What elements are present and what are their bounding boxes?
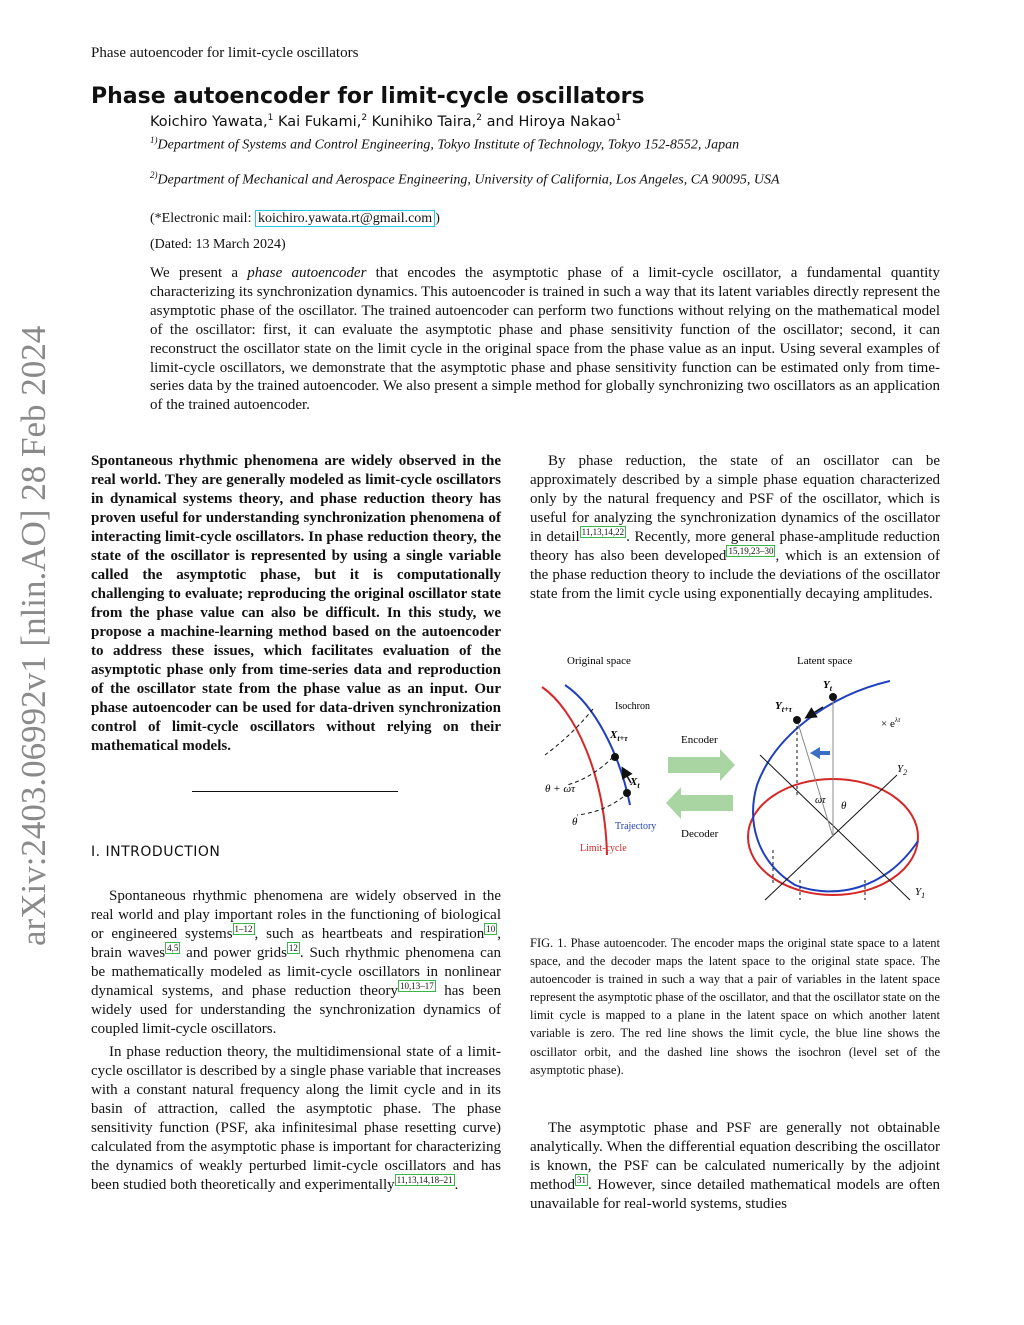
citation-link[interactable]: 12	[288, 943, 298, 953]
author: Koichiro Yawata,	[150, 113, 268, 130]
label-trajectory: Trajectory	[615, 821, 657, 832]
citation-link[interactable]: 11,13,14,18–21	[396, 1175, 453, 1185]
affiliation-mark: 2	[476, 113, 483, 123]
label-omega-tau: ωτ	[815, 795, 826, 806]
label-original-space: Original space	[567, 655, 631, 667]
citation-link[interactable]: 4,5	[167, 943, 179, 953]
latent-flow-arrow	[807, 707, 823, 717]
citation-link[interactable]: 10,13–17	[399, 981, 434, 991]
abstract-emphasis: phase autoencoder	[247, 265, 367, 281]
citation-link[interactable]: 1–12	[234, 924, 253, 934]
affiliation-mark: 1	[267, 113, 274, 123]
bold-introduction: Spontaneous rhythmic phenomena are widely observed in the real world. They are generally modeled as limit-cycle oscillators in dynamical systems theory, and phase reduction theory has proven useful for understanding synchronization phenomena of interacting limit-cycle oscillators. In phase reduction theory, the state of the oscillator is represented by using a single variable called the asymptotic phase, but it is computationally challenging to evaluate; reproducing the original oscillator state from the phase value can also be difficult. In this study, we propose a machine-learning method based on the autoencoder to address these issues, which facilitates evaluation of the asymptotic phase only from time-series data and reproduction of the oscillator state from the phase value as an input. Our phase autoencoder can be used for data-driven synchronization control of limit-cycle oscillators without relying on their mathematical models.	[91, 453, 501, 754]
encoder-arrow	[668, 749, 735, 781]
abstract-text: that encodes the asymptotic phase of a limit-cycle oscillator, a fundamental quantity characterizing its synchronization dynamics. This autoencoder is trained in such a way that its latent variables directly represent the asymptotic phase of the oscillator. The trained autoencoder can perform two functions without relying on the mathematical model of the oscillator: first, it can evaluate the asymptotic phase and phase sensitivity function of the oscillator; second, it can reconstruct the oscillator state on the limit cycle in the original space from the phase value as an input. Using several examples of limit-cycle oscillators, we demonstrate that the asymptotic phase and phase sensitivity function can be estimated only from time-series data by the trained autoencoder. We also present a simple method for globally synchronizing two oscillators as an application of the trained autoencoder.	[150, 265, 940, 414]
label-y2: $Y_2$	[897, 763, 908, 777]
author-list	[150, 113, 621, 130]
latent-trajectory	[753, 681, 918, 891]
state-point	[611, 753, 619, 761]
label-limit-cycle: Limit-cycle	[580, 843, 627, 854]
latent-point	[829, 693, 837, 701]
label-encoder: Encoder	[681, 734, 718, 746]
email-prefix: (*Electronic mail:	[150, 211, 255, 226]
intro-paragraph-2: In phase reduction theory, the multidimensional state of a limit-cycle oscillator is described by a single phase variable that increases with a constant natural frequency along the limit cycle and in its basin of attraction, called the asymptotic phase. The phase sensitivity function (PSF, aka infinitesimal phase resetting curve) calculated from the asymptotic phase is important for characterizing the dynamics of weakly perturbed limit-cycle oscillators and has been studied both theoretically and experimentally $^{11,13,14,18-21}$ .	[91, 1044, 501, 1193]
right-paragraph-1: By phase reduction, the state of an oscillator can be approximately described by a simple phase equation characterized only by the natural frequency and PSF of the oscillator, which is useful for analyzing the synchronization dynamics of the oscillator in detail $^{11,13,14,22}$ . Recently, more general phase-amplitude reduction theory has also been developed $^{15,19,23-30}$ , which is an extension of the phase reduction theory to include the deviations of the oscillator state from the limit cycle using exponentially decaying amplitudes.	[530, 453, 940, 602]
affiliation-mark: 1	[615, 113, 622, 123]
affiliation-text: Department of Mechanical and Aerospace Engineering, University of California, Los Angeles, CA 90095, USA	[157, 172, 780, 188]
axis-y1	[760, 755, 910, 900]
author: Kunihiko Taira,	[371, 113, 477, 130]
figure-1	[535, 645, 945, 920]
right-paragraph-2: The asymptotic phase and PSF are generally not obtainable analytically. When the differential equation describing the oscillator is known, the PSF can be calculated numerically by the adjoint method $^{31}$ . However, since detailed mathematical models are often unavailable for real-world systems, studies	[530, 1120, 940, 1212]
affiliation-2	[150, 167, 830, 189]
arxiv-sidebar-id: arXiv:2403.06992v1 [nlin.AO] 28 Feb 2024	[14, 325, 53, 946]
label-theta: θ	[572, 816, 578, 828]
date-line: (Dated: 13 March 2024)	[150, 237, 286, 252]
label-theta-omega-tau: θ + ωτ	[545, 783, 576, 795]
citation-link[interactable]: 11,13,14,22	[581, 527, 625, 537]
label-latent-space: Latent space	[797, 655, 853, 667]
intro-paragraph-1: Spontaneous rhythmic phenomena are widely observed in the real world and play important roles in the functioning of biological or engineered systems $^{1-12}$ , such as heartbeats and respiration $^{10}$ , brain waves $^{4,5}$ and power grids $^{12}$ . Such rhythmic phenomena can be mathematically modeled as limit-cycle oscillators in nonlinear dynamical systems, and phase reduction theory $^{10,13-17}$ has been widely used for understanding the synchronization dynamics of coupled limit-cycle oscillators.	[91, 888, 502, 1037]
label-y1: $Y_1$	[915, 886, 926, 900]
decoder-arrow	[666, 787, 733, 819]
citation-link[interactable]: 10	[486, 924, 496, 934]
label-y-t-tau: $Y_{t+\tau}$	[775, 700, 793, 714]
decay-arrow	[810, 747, 830, 759]
affiliation-mark: 2	[361, 113, 368, 123]
citation-link[interactable]: 15,19,23–30	[728, 546, 774, 556]
email-suffix: )	[435, 211, 440, 226]
figure-caption: FIG. 1. Phase autoencoder. The encoder maps the original state space to a latent space, and the decoder maps the latent space to the original state space. The autoencoder is trained in such a way that a pair of variables in the latent space represent the asymptotic phase of the oscillator, and that the oscillator state on the limit cycle is mapped to a plane in the latent space on which another latent variable is zero. The red line shows the limit cycle, the blue line shows the oscillator orbit, and the dashed line shows the isochron (level set of the asymptotic phase).	[530, 936, 940, 1077]
section-heading: I. INTRODUCTION	[91, 844, 221, 860]
latent-point	[793, 716, 801, 724]
state-point	[623, 789, 631, 797]
author: and Hiroya Nakao	[486, 113, 616, 130]
abstract	[150, 264, 940, 415]
label-theta-latent: θ	[841, 800, 847, 812]
affiliation-1	[150, 132, 830, 154]
separator-rule	[192, 791, 398, 792]
running-head: Phase autoencoder for limit-cycle oscillators	[91, 45, 359, 61]
email-link[interactable]: koichiro.yawata.rt@gmail.com	[255, 210, 435, 227]
label-isochron: Isochron	[615, 701, 650, 712]
abstract-text: We present a	[150, 265, 248, 281]
affiliation-text: Department of Systems and Control Engineering, Tokyo Institute of Technology, Tokyo 152-8552, Japan	[157, 137, 740, 153]
author: Kai Fukami,	[278, 113, 362, 130]
paper-title: Phase autoencoder for limit-cycle oscillators	[91, 84, 645, 109]
citation-link[interactable]: 31	[577, 1175, 586, 1185]
label-x-t-tau: $X_{t+\tau}$	[610, 729, 628, 743]
label-decoder: Decoder	[681, 828, 719, 840]
isochron-line	[577, 797, 623, 815]
axis-y2	[765, 775, 897, 900]
label-decay: × $e^{\lambda\tau}$	[881, 716, 901, 730]
label-x-t: $X_t$	[630, 776, 640, 790]
affiliation-mark: 1)	[150, 135, 158, 145]
email-line	[150, 211, 440, 227]
affiliation-mark: 2)	[150, 170, 158, 180]
label-y-t: $Y_t$	[823, 679, 832, 693]
